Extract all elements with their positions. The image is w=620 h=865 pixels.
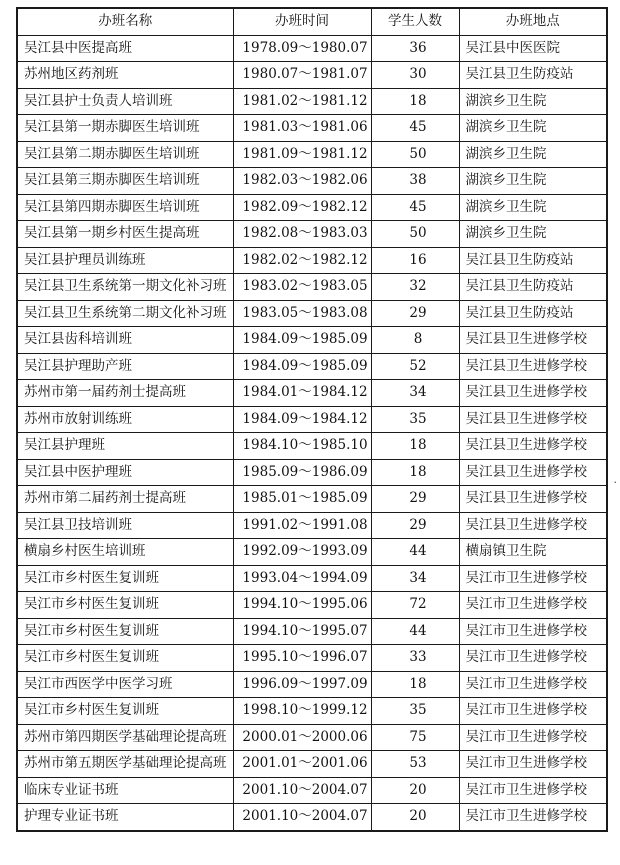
cell-class-time: 1994.10～1995.06 <box>233 592 371 619</box>
cell-class-location: 湖滨乡卫生院 <box>459 168 607 195</box>
cell-class-location: 湖滨乡卫生院 <box>459 221 607 248</box>
cell-student-count: 50 <box>371 141 459 168</box>
cell-class-location: 横扇镇卫生院 <box>459 539 607 566</box>
cell-class-time: 1991.02～1991.08 <box>233 512 371 539</box>
table-row <box>17 645 607 672</box>
header-class-name: 办班名称 <box>17 8 233 35</box>
cell-student-count: 34 <box>371 380 459 407</box>
cell-class-name: 吴江县护士负责人培训班 <box>17 88 233 115</box>
table-body <box>17 35 607 831</box>
header-class-location: 办班地点 <box>459 8 607 35</box>
cell-class-time: 1993.04～1994.09 <box>233 565 371 592</box>
cell-class-name: 吴江县第一期赤脚医生培训班 <box>17 115 233 142</box>
cell-class-time: 1984.01～1984.12 <box>233 380 371 407</box>
cell-class-time: 1984.09～1985.09 <box>233 353 371 380</box>
cell-class-location: 吴江县卫生进修学校 <box>459 512 607 539</box>
cell-class-location: 吴江县卫生进修学校 <box>459 353 607 380</box>
cell-class-name: 苏州市第五期医学基础理论提高班 <box>17 751 233 778</box>
cell-student-count: 34 <box>371 565 459 592</box>
cell-student-count: 18 <box>371 433 459 460</box>
table-row <box>17 565 607 592</box>
cell-class-time: 1996.09～1997.09 <box>233 671 371 698</box>
cell-class-time: 1998.10～1999.12 <box>233 698 371 725</box>
table-row <box>17 274 607 301</box>
cell-class-name: 苏州市放射训练班 <box>17 406 233 433</box>
cell-class-name: 临床专业证书班 <box>17 777 233 804</box>
cell-class-time: 1978.09～1980.07 <box>233 35 371 62</box>
cell-class-time: 1982.09～1982.12 <box>233 194 371 221</box>
cell-student-count: 33 <box>371 645 459 672</box>
cell-class-time: 1984.10～1985.10 <box>233 433 371 460</box>
cell-class-location: 吴江市卫生进修学校 <box>459 698 607 725</box>
table-row <box>17 88 607 115</box>
cell-class-time: 2000.01～2000.06 <box>233 724 371 751</box>
cell-class-name: 吴江县中医提高班 <box>17 35 233 62</box>
cell-class-time: 1985.01～1985.09 <box>233 486 371 513</box>
table-row <box>17 221 607 248</box>
cell-class-time: 2001.01～2001.06 <box>233 751 371 778</box>
cell-class-name: 苏州市第一届药剂士提高班 <box>17 380 233 407</box>
cell-class-location: 吴江市卫生进修学校 <box>459 671 607 698</box>
table-row <box>17 433 607 460</box>
cell-class-time: 1992.09～1993.09 <box>233 539 371 566</box>
cell-class-name: 吴江县第二期赤脚医生培训班 <box>17 141 233 168</box>
table-row <box>17 327 607 354</box>
cell-class-name: 苏州市第四期医学基础理论提高班 <box>17 724 233 751</box>
table-header <box>17 8 607 35</box>
table-row <box>17 777 607 804</box>
cell-class-name: 横扇乡村医生培训班 <box>17 539 233 566</box>
table-row <box>17 724 607 751</box>
table-row <box>17 247 607 274</box>
cell-class-time: 1983.02～1983.05 <box>233 274 371 301</box>
cell-class-location: 吴江县卫生进修学校 <box>459 486 607 513</box>
cell-class-time: 1982.02～1982.12 <box>233 247 371 274</box>
cell-student-count: 20 <box>371 777 459 804</box>
cell-class-name: 吴江县卫生系统第一期文化补习班 <box>17 274 233 301</box>
cell-class-name: 吴江市西医学中医学习班 <box>17 671 233 698</box>
table-row <box>17 698 607 725</box>
cell-class-location: 吴江市卫生进修学校 <box>459 777 607 804</box>
cell-class-time: 1981.09～1981.12 <box>233 141 371 168</box>
cell-class-time: 1985.09～1986.09 <box>233 459 371 486</box>
table-row <box>17 459 607 486</box>
table-row <box>17 35 607 62</box>
cell-class-name: 吴江县第三期赤脚医生培训班 <box>17 168 233 195</box>
table-row <box>17 512 607 539</box>
cell-student-count: 45 <box>371 115 459 142</box>
cell-student-count: 72 <box>371 592 459 619</box>
table-row <box>17 380 607 407</box>
cell-class-name: 吴江县护理员训练班 <box>17 247 233 274</box>
cell-class-name: 吴江市乡村医生复训班 <box>17 645 233 672</box>
cell-class-time: 1983.05～1983.08 <box>233 300 371 327</box>
table-row <box>17 671 607 698</box>
cell-class-time: 2001.10～2004.07 <box>233 804 371 831</box>
cell-class-time: 1981.02～1981.12 <box>233 88 371 115</box>
cell-class-location: 湖滨乡卫生院 <box>459 194 607 221</box>
cell-class-time: 1994.10～1995.07 <box>233 618 371 645</box>
cell-student-count: 53 <box>371 751 459 778</box>
cell-class-name: 苏州市第二届药剂士提高班 <box>17 486 233 513</box>
table-row <box>17 486 607 513</box>
cell-class-name: 吴江县护理班 <box>17 433 233 460</box>
cell-class-name: 苏州地区药剂班 <box>17 62 233 89</box>
cell-class-name: 吴江县卫技培训班 <box>17 512 233 539</box>
table-row <box>17 62 607 89</box>
training-class-table <box>16 7 608 832</box>
cell-student-count: 44 <box>371 539 459 566</box>
table-row <box>17 141 607 168</box>
cell-class-location: 吴江县卫生进修学校 <box>459 406 607 433</box>
cell-class-name: 吴江县齿科培训班 <box>17 327 233 354</box>
cell-student-count: 20 <box>371 804 459 831</box>
cell-class-name: 吴江县第四期赤脚医生培训班 <box>17 194 233 221</box>
cell-student-count: 36 <box>371 35 459 62</box>
cell-class-location: 湖滨乡卫生院 <box>459 88 607 115</box>
table-row <box>17 353 607 380</box>
cell-student-count: 75 <box>371 724 459 751</box>
cell-class-time: 1980.07～1981.07 <box>233 62 371 89</box>
cell-class-name: 吴江市乡村医生复训班 <box>17 592 233 619</box>
cell-student-count: 38 <box>371 168 459 195</box>
cell-class-time: 2001.10～2004.07 <box>233 777 371 804</box>
cell-class-location: 湖滨乡卫生院 <box>459 141 607 168</box>
cell-student-count: 52 <box>371 353 459 380</box>
cell-class-location: 吴江县卫生防疫站 <box>459 300 607 327</box>
cell-student-count: 30 <box>371 62 459 89</box>
table-row <box>17 539 607 566</box>
cell-student-count: 35 <box>371 406 459 433</box>
table-row <box>17 406 607 433</box>
cell-class-name: 吴江县第一期乡村医生提高班 <box>17 221 233 248</box>
table-row <box>17 751 607 778</box>
cell-class-time: 1982.03～1982.06 <box>233 168 371 195</box>
margin-mark: · <box>613 476 617 489</box>
cell-class-location: 吴江市卫生进修学校 <box>459 724 607 751</box>
cell-student-count: 18 <box>371 671 459 698</box>
header-class-time: 办班时间 <box>233 8 371 35</box>
cell-class-name: 护理专业证书班 <box>17 804 233 831</box>
cell-student-count: 18 <box>371 88 459 115</box>
cell-student-count: 8 <box>371 327 459 354</box>
cell-class-location: 吴江县卫生进修学校 <box>459 327 607 354</box>
cell-class-time: 1982.08～1983.03 <box>233 221 371 248</box>
cell-class-location: 吴江市卫生进修学校 <box>459 751 607 778</box>
cell-class-name: 吴江县卫生系统第二期文化补习班 <box>17 300 233 327</box>
cell-student-count: 29 <box>371 512 459 539</box>
table-row <box>17 804 607 831</box>
cell-class-location: 吴江县卫生防疫站 <box>459 62 607 89</box>
cell-class-location: 吴江县卫生进修学校 <box>459 433 607 460</box>
cell-class-location: 吴江县卫生防疫站 <box>459 247 607 274</box>
cell-class-name: 吴江市乡村医生复训班 <box>17 565 233 592</box>
cell-class-time: 1995.10～1996.07 <box>233 645 371 672</box>
cell-student-count: 50 <box>371 221 459 248</box>
cell-class-time: 1984.09～1985.09 <box>233 327 371 354</box>
cell-class-name: 吴江县中医护理班 <box>17 459 233 486</box>
cell-class-time: 1984.09～1984.12 <box>233 406 371 433</box>
cell-class-location: 吴江市卫生进修学校 <box>459 565 607 592</box>
cell-class-location: 吴江县卫生防疫站 <box>459 274 607 301</box>
table-row <box>17 300 607 327</box>
cell-student-count: 29 <box>371 300 459 327</box>
cell-class-time: 1981.03～1981.06 <box>233 115 371 142</box>
table-row <box>17 618 607 645</box>
cell-student-count: 18 <box>371 459 459 486</box>
cell-student-count: 45 <box>371 194 459 221</box>
cell-class-location: 吴江市卫生进修学校 <box>459 618 607 645</box>
document-page <box>16 7 608 832</box>
cell-class-location: 吴江市卫生进修学校 <box>459 645 607 672</box>
cell-student-count: 16 <box>371 247 459 274</box>
cell-class-name: 吴江市乡村医生复训班 <box>17 698 233 725</box>
cell-class-location: 湖滨乡卫生院 <box>459 115 607 142</box>
header-row <box>17 8 607 35</box>
table-row <box>17 115 607 142</box>
table-row <box>17 592 607 619</box>
cell-class-location: 吴江县卫生进修学校 <box>459 380 607 407</box>
table-row <box>17 168 607 195</box>
table-row <box>17 194 607 221</box>
cell-class-name: 吴江市乡村医生复训班 <box>17 618 233 645</box>
cell-class-location: 吴江县卫生进修学校 <box>459 459 607 486</box>
cell-class-location: 吴江县中医医院 <box>459 35 607 62</box>
cell-student-count: 29 <box>371 486 459 513</box>
cell-student-count: 35 <box>371 698 459 725</box>
cell-student-count: 32 <box>371 274 459 301</box>
cell-class-name: 吴江县护理助产班 <box>17 353 233 380</box>
cell-class-location: 吴江市卫生进修学校 <box>459 592 607 619</box>
header-student-count: 学生人数 <box>371 8 459 35</box>
cell-student-count: 44 <box>371 618 459 645</box>
cell-class-location: 吴江市卫生进修学校 <box>459 804 607 831</box>
